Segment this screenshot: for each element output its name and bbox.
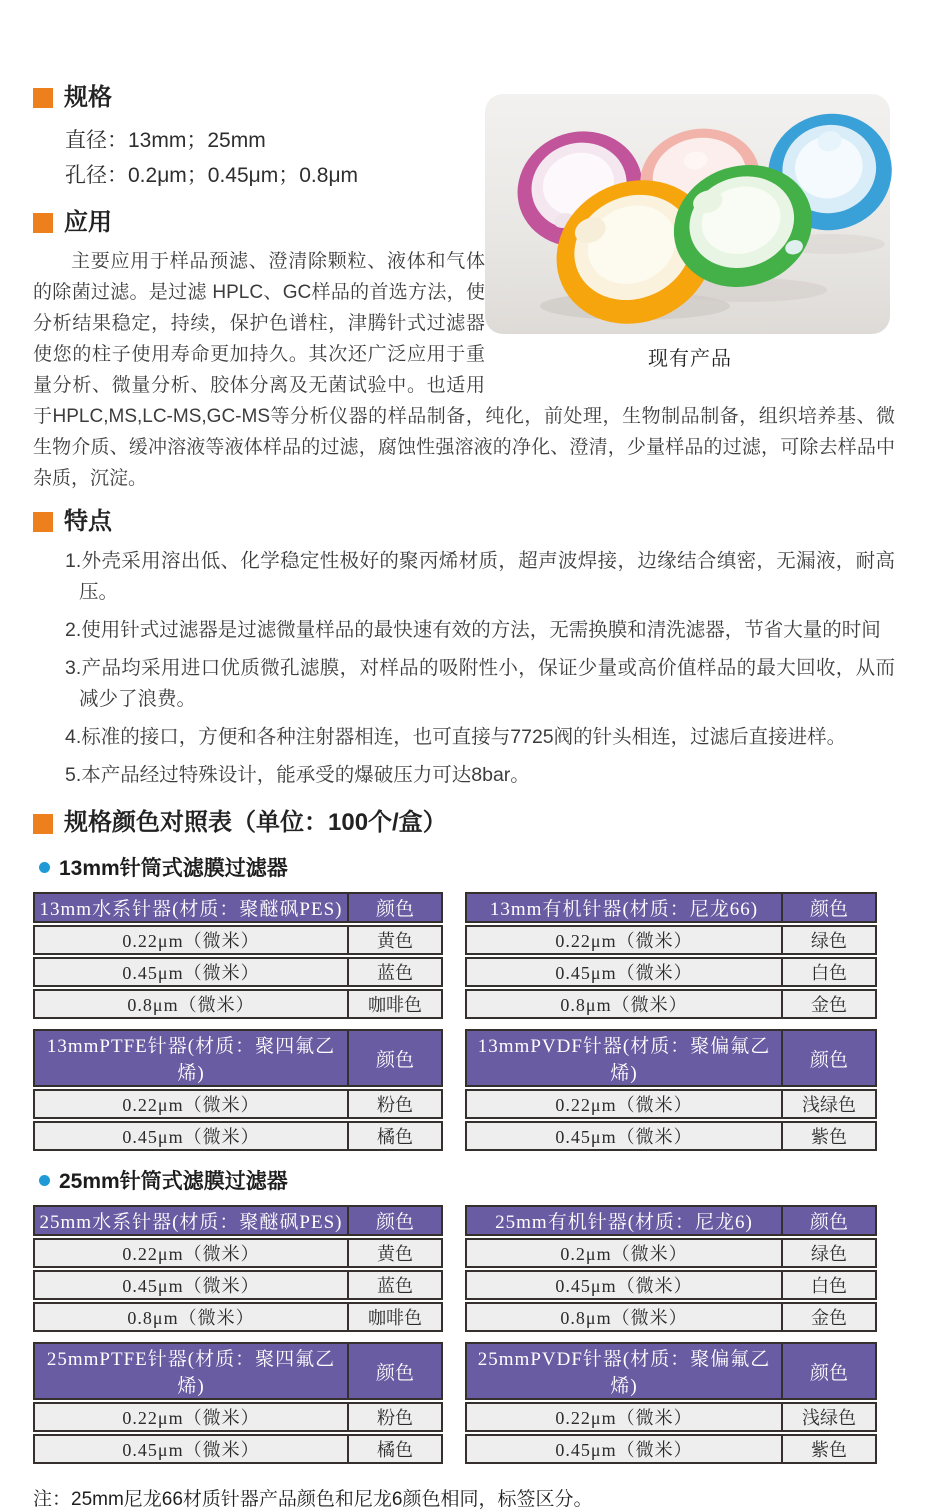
size-group-label: 25mm针筒式滤膜过滤器 <box>59 1170 288 1194</box>
table-header-row <box>33 1342 443 1400</box>
color-spec-table <box>33 1029 443 1151</box>
spec-cell: 0.45μm（微米） <box>122 963 260 984</box>
tables-grid <box>33 892 895 1151</box>
table-header-color: 颜色 <box>347 1207 441 1234</box>
spec-cell: 0.45μm（微米） <box>122 1127 260 1148</box>
spec-diameter-line: 直径：13mm；25mm <box>65 128 266 152</box>
table-header-title: 25mm有机针器(材质：尼龙6) <box>495 1212 753 1234</box>
color-cell: 橘色 <box>347 1436 441 1462</box>
color-cell: 浅绿色 <box>781 1404 875 1430</box>
table-row <box>465 1434 877 1464</box>
size-group <box>33 852 895 1151</box>
application-paragraph: 主要应用于样品预滤、澄清除颗粒、液体和气体的除菌过滤。是过滤 HPLC、GC样品的首选方法，使分析结果稳定，持续，保护色谱柱，津腾针式过滤器使您的柱子使用寿命更加持久。其次还广泛应用于重量分析、微量分析、胶体分离及无菌试验中。也适用于HPLC,MS,LC-MS,GC-MS等分析仪器的样品制备，纯化，前处理，生物制品制备，组织培养基、微生物介质、缓冲溶液等液体样品的过滤，腐蚀性强溶液的净化、澄清，少量样品的过滤，可除去样品中杂质，沉淀。 <box>33 250 895 489</box>
table-row <box>33 925 443 955</box>
table-header-title: 25mmPVDF针器(材质：聚偏氟乙烯) <box>477 1349 771 1398</box>
photo-caption: 现有产品 <box>648 348 732 370</box>
table-header-color: 颜色 <box>347 1344 441 1398</box>
table-header-title: 13mm有机针器(材质：尼龙66) <box>489 899 759 921</box>
table-header-row <box>33 1205 443 1236</box>
color-spec-table <box>465 1342 877 1464</box>
feature-item: 1.外壳采用溶出低、化学稳定性极好的聚丙烯材质，超声波焊接，边缘结合缜密，无漏液，耐高压。 <box>65 550 895 604</box>
spec-cell: 0.22μm（微米） <box>122 1095 260 1116</box>
color-cell: 金色 <box>781 1304 875 1330</box>
table-row <box>465 1270 877 1300</box>
section-color-table-title: 规格颜色对照表（单位：100个/盒） <box>64 809 447 837</box>
orange-square-icon <box>33 814 53 834</box>
spec-cell: 0.45μm（微米） <box>122 1440 260 1461</box>
spec-cell: 0.22μm（微米） <box>122 1244 260 1265</box>
spec-cell: 0.45μm（微米） <box>555 1127 693 1148</box>
table-row <box>465 1302 877 1332</box>
table-row <box>465 925 877 955</box>
orange-square-icon <box>33 512 53 532</box>
table-row <box>33 989 443 1019</box>
table-header-title: 25mm水系针器(材质：聚醚砜PES) <box>39 1212 343 1234</box>
size-group-heading <box>39 852 895 882</box>
section-features-title: 特点 <box>64 507 112 535</box>
table-header-title: 13mmPVDF针器(材质：聚偏氟乙烯) <box>477 1036 771 1085</box>
blue-dot-icon <box>39 1175 50 1186</box>
feature-item: 2.使用针式过滤器是过滤微量样品的最快速有效的方法，无需换膜和清洗滤器，节省大量的时间 <box>65 619 881 642</box>
color-cell: 咖啡色 <box>347 1304 441 1330</box>
table-header-row <box>465 1205 877 1236</box>
spec-cell: 0.22μm（微米） <box>122 1408 260 1429</box>
section-spec-title: 规格 <box>64 84 112 111</box>
table-row <box>465 1121 877 1151</box>
color-cell: 紫色 <box>781 1436 875 1462</box>
size-group <box>33 1165 895 1464</box>
color-cell: 金色 <box>781 991 875 1017</box>
color-cell: 咖啡色 <box>347 991 441 1017</box>
catalog-page <box>0 84 925 1511</box>
feature-item: 4.标准的接口，方便和各种注射器相连，也可直接与7725阀的针头相连，过滤后直接进样。 <box>65 726 847 749</box>
color-cell: 白色 <box>781 959 875 985</box>
section-features-heading <box>33 508 895 537</box>
table-header-color: 颜色 <box>781 1207 875 1234</box>
color-spec-table <box>33 1342 443 1464</box>
section-application-title: 应用 <box>64 208 112 236</box>
spec-cell: 0.8μm（微米） <box>560 995 688 1016</box>
table-header-row <box>465 1342 877 1400</box>
section-application-heading <box>33 209 485 238</box>
color-cell: 蓝色 <box>347 1272 441 1298</box>
table-row <box>33 1238 443 1268</box>
spec-cell: 0.22μm（微米） <box>555 931 693 952</box>
table-row <box>33 1121 443 1151</box>
table-row <box>465 1402 877 1432</box>
table-header-title: 25mmPTFE针器(材质：聚四氟乙烯) <box>46 1349 336 1398</box>
filter-table-groups <box>33 852 895 1464</box>
color-spec-table <box>465 1029 877 1151</box>
color-spec-table <box>33 1205 443 1332</box>
orange-square-icon <box>33 88 53 108</box>
table-row <box>465 989 877 1019</box>
spec-cell: 0.22μm（微米） <box>122 931 260 952</box>
color-cell: 绿色 <box>781 1240 875 1266</box>
spec-cell: 0.8μm（微米） <box>127 1308 255 1329</box>
table-header-title: 13mmPTFE针器(材质：聚四氟乙烯) <box>46 1036 336 1085</box>
spec-cell: 0.8μm（微米） <box>127 995 255 1016</box>
color-cell: 浅绿色 <box>781 1091 875 1117</box>
color-cell: 黄色 <box>347 1240 441 1266</box>
table-row <box>33 1402 443 1432</box>
table-header-color: 颜色 <box>781 1344 875 1398</box>
table-header-row <box>465 892 877 923</box>
color-cell: 白色 <box>781 1272 875 1298</box>
table-header-color: 颜色 <box>781 1031 875 1085</box>
table-header-row <box>33 1029 443 1087</box>
table-header-color: 颜色 <box>347 1031 441 1085</box>
spec-cell: 0.22μm（微米） <box>555 1095 693 1116</box>
tables-grid <box>33 1205 895 1464</box>
table-header-row <box>33 892 443 923</box>
blue-dot-icon <box>39 862 50 873</box>
table-row <box>33 1089 443 1119</box>
size-group-label: 13mm针筒式滤膜过滤器 <box>59 857 288 881</box>
table-header-color: 颜色 <box>347 894 441 921</box>
product-photo <box>485 94 890 334</box>
color-spec-table <box>465 1205 877 1332</box>
color-cell: 紫色 <box>781 1123 875 1149</box>
table-header-row <box>465 1029 877 1087</box>
spec-cell: 0.45μm（微米） <box>555 963 693 984</box>
table-row <box>465 1238 877 1268</box>
spec-cell: 0.45μm（微米） <box>122 1276 260 1297</box>
size-group-heading <box>39 1165 895 1195</box>
section-spec-heading <box>33 84 485 113</box>
table-row <box>33 957 443 987</box>
table-header-color: 颜色 <box>781 894 875 921</box>
color-cell: 黄色 <box>347 927 441 953</box>
color-spec-table <box>465 892 877 1019</box>
spec-pore-line: 孔径：0.2μm；0.45μm；0.8μm <box>65 163 359 187</box>
orange-square-icon <box>33 213 53 233</box>
product-figure <box>485 94 895 371</box>
table-row <box>33 1434 443 1464</box>
spec-cell: 0.45μm（微米） <box>555 1440 693 1461</box>
features-list <box>63 546 895 791</box>
section-color-table-heading <box>33 809 895 838</box>
table-header-title: 13mm水系针器(材质：聚醚砜PES) <box>39 899 343 921</box>
feature-item: 5.本产品经过特殊设计，能承受的爆破压力可达8bar。 <box>65 764 530 787</box>
color-cell: 绿色 <box>781 927 875 953</box>
footnote: 注：25mm尼龙66材质针器产品颜色和尼龙6颜色相同，标签区分。 <box>33 1489 593 1511</box>
color-spec-table <box>33 892 443 1019</box>
spec-cell: 0.45μm（微米） <box>555 1276 693 1297</box>
table-row <box>465 1089 877 1119</box>
color-cell: 粉色 <box>347 1404 441 1430</box>
color-cell: 蓝色 <box>347 959 441 985</box>
color-cell: 粉色 <box>347 1091 441 1117</box>
feature-item: 3.产品均采用进口优质微孔滤膜，对样品的吸附性小，保证少量或高价值样品的最大回收，从而减少了浪费。 <box>65 657 895 711</box>
spec-cell: 0.22μm（微米） <box>555 1408 693 1429</box>
table-row <box>33 1270 443 1300</box>
spec-cell: 0.8μm（微米） <box>560 1308 688 1329</box>
table-row <box>465 957 877 987</box>
spec-cell: 0.2μm（微米） <box>560 1244 688 1265</box>
color-cell: 橘色 <box>347 1123 441 1149</box>
table-row <box>33 1302 443 1332</box>
